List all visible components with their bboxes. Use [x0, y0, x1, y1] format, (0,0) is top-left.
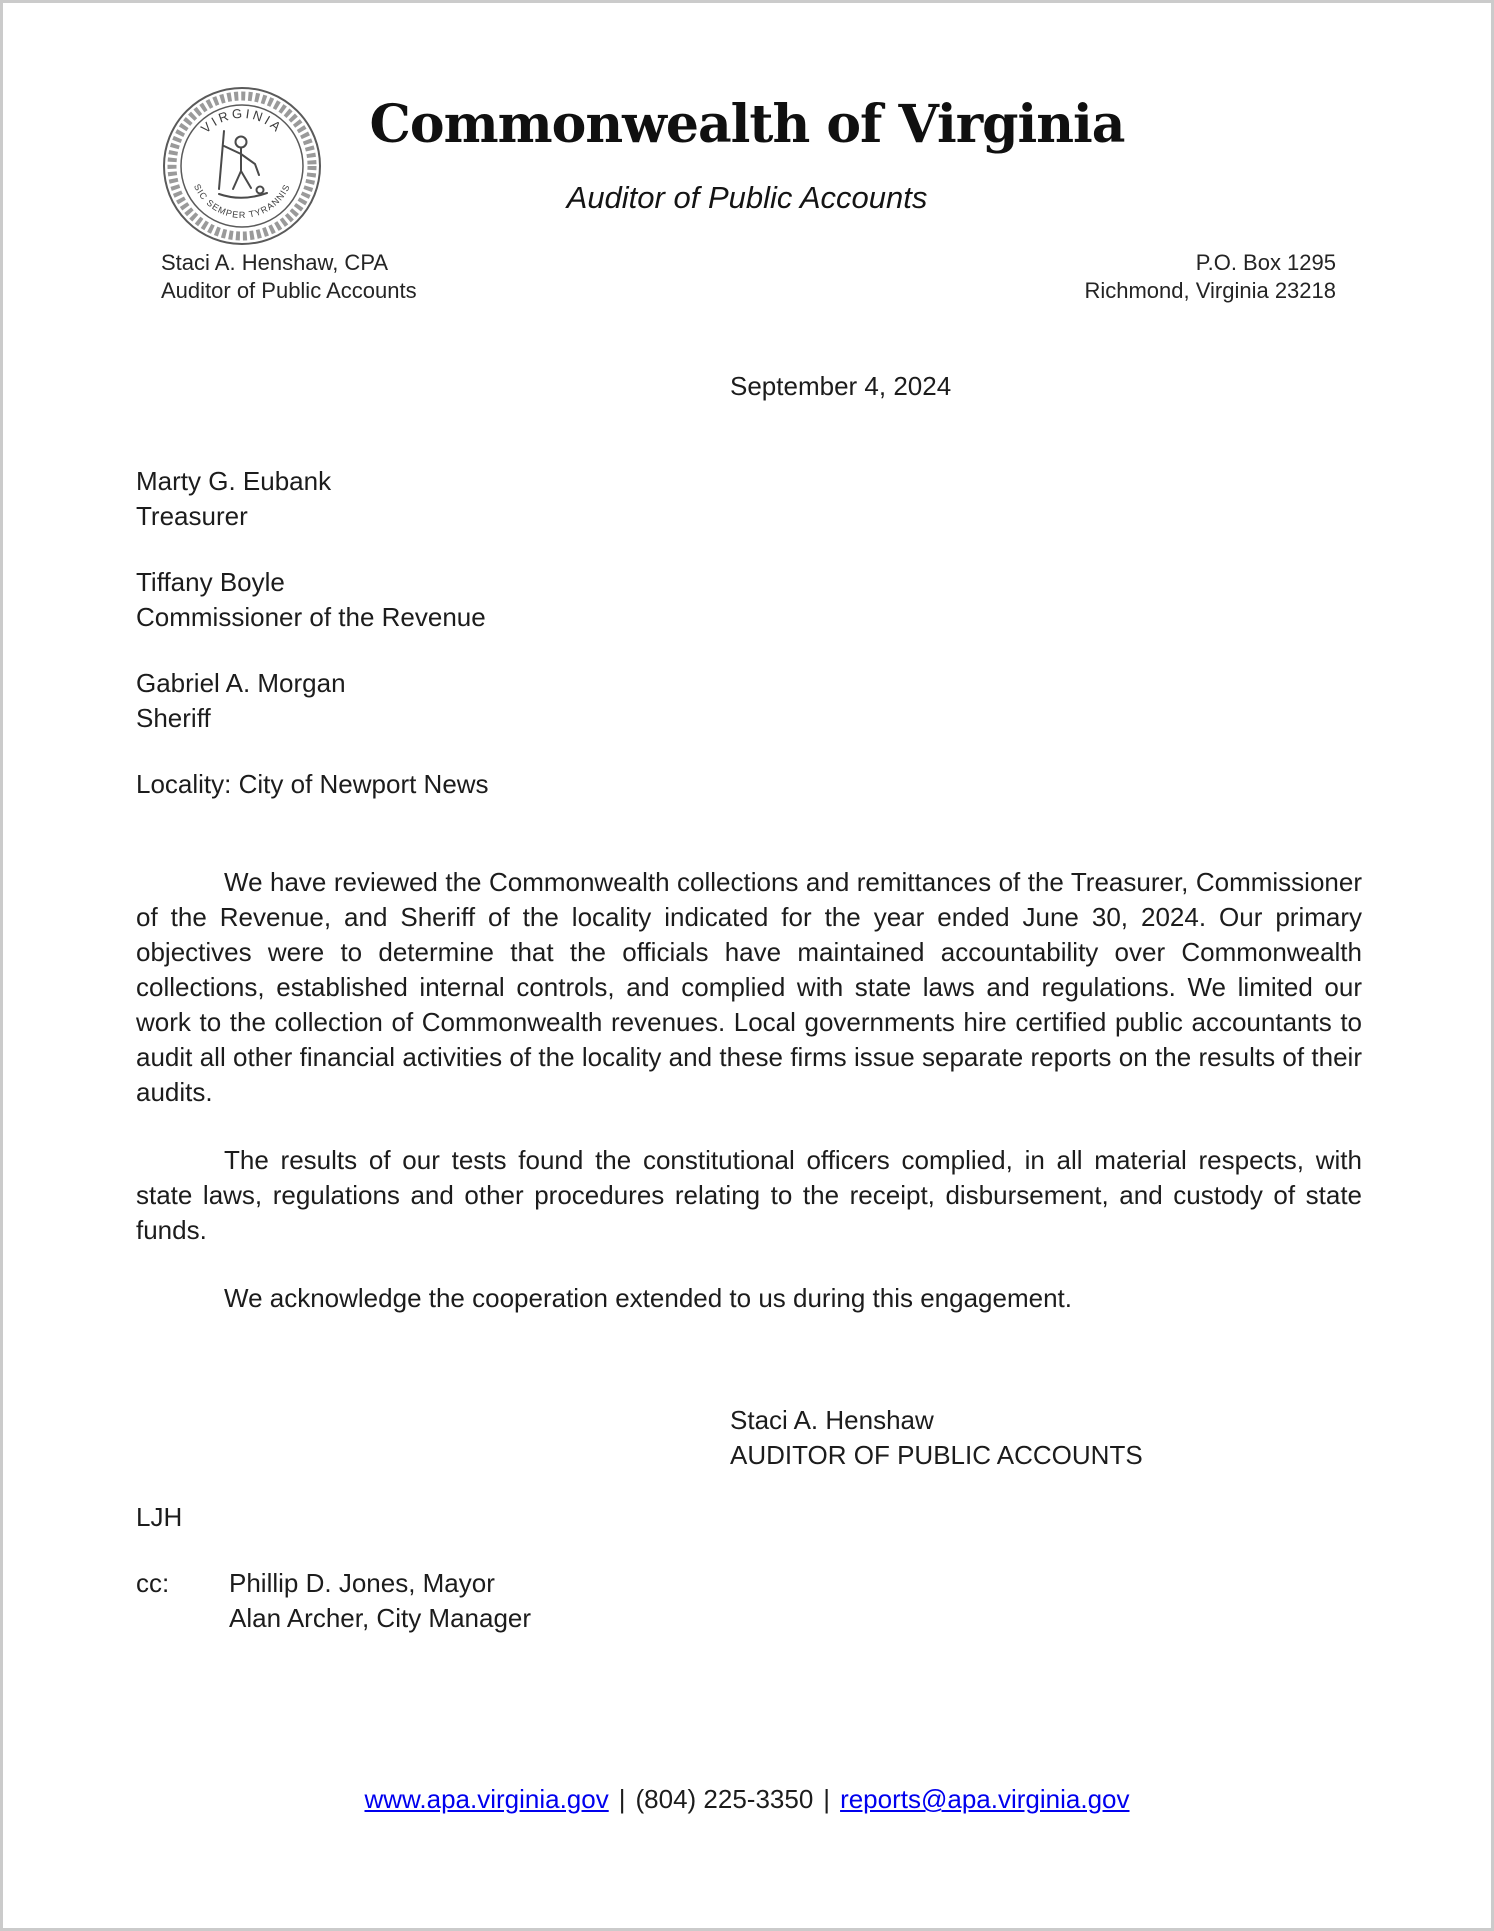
- paragraph-2: The results of our tests found the constitutional officers complied, in all material respects, with state laws, regulations and other procedures relating to the receipt, disbursement, and custody of state funds.: [136, 1145, 1362, 1245]
- recipient-title: Sheriff: [136, 703, 211, 733]
- address-po-box: P.O. Box 1295: [1195, 250, 1336, 275]
- signature-name: Staci A. Henshaw: [730, 1405, 934, 1435]
- seal-top-text: VIRGINIA: [197, 105, 287, 137]
- office-address-block: [1084, 249, 1336, 305]
- footer: [3, 1782, 1491, 1817]
- locality-line: Locality: City of Newport News: [136, 769, 489, 799]
- masthead: [3, 94, 1491, 215]
- footer-separator: |: [618, 1784, 626, 1814]
- recipient-name: Tiffany Boyle: [136, 567, 285, 597]
- recipient-block: [136, 666, 1362, 736]
- cc-label: cc:: [136, 1568, 170, 1598]
- recipient-block: [136, 565, 1362, 635]
- cc-name: Phillip D. Jones, Mayor: [229, 1568, 495, 1598]
- signature-block: [730, 1403, 1362, 1473]
- page-title: Commonwealth of Virginia: [369, 94, 1125, 155]
- page-subtitle: Auditor of Public Accounts: [566, 180, 928, 215]
- auditor-name: Staci A. Henshaw, CPA: [161, 250, 389, 275]
- email-link[interactable]: reports@apa.virginia.gov: [840, 1784, 1130, 1814]
- recipient-name: Gabriel A. Morgan: [136, 668, 346, 698]
- cc-name: Alan Archer, City Manager: [229, 1603, 532, 1633]
- recipient-title: Treasurer: [136, 501, 248, 531]
- signature-title: AUDITOR OF PUBLIC ACCOUNTS: [730, 1440, 1143, 1470]
- letter-date: September 4, 2024: [730, 371, 952, 401]
- cc-names: [229, 1566, 531, 1636]
- address-city: Richmond, Virginia 23218: [1084, 278, 1336, 303]
- phone-number: (804) 225-3350: [635, 1784, 814, 1814]
- recipient-block: [136, 464, 1362, 534]
- website-link[interactable]: www.apa.virginia.gov: [364, 1784, 609, 1814]
- paragraph-3: We acknowledge the cooperation extended to us during this engagement.: [224, 1283, 1072, 1313]
- typist-initials: LJH: [136, 1502, 183, 1532]
- auditor-info-block: [161, 249, 417, 305]
- paragraph-1: We have reviewed the Commonwealth collections and remittances of the Treasurer, Commissioner of the Revenue, and Sheriff of the locality indicated for the year ended June 30, 2024. Our primary objectives were to determine that the officials have maintained accountability over Commonwealth collections, established internal controls, and complied with state laws and regulations. We limited our work to the collection of Commonwealth revenues. Local governments hire certified public accountants to audit all other financial activities of the locality and these firms issue separate reports on the results of their audits.: [136, 867, 1362, 1107]
- recipient-name: Marty G. Eubank: [136, 466, 332, 496]
- recipient-title: Commissioner of the Revenue: [136, 602, 486, 632]
- cc-block: [136, 1566, 1362, 1636]
- auditor-title: Auditor of Public Accounts: [161, 278, 417, 303]
- footer-separator: |: [823, 1784, 831, 1814]
- seal-bottom-text: SIC SEMPER TYRANNIS: [192, 182, 292, 221]
- letter-body: [136, 369, 1362, 1636]
